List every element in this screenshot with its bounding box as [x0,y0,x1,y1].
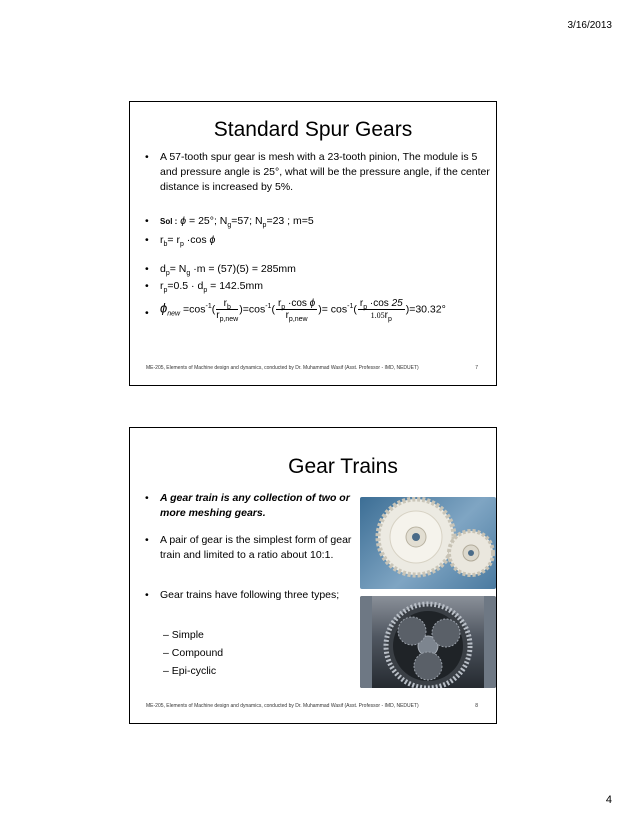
slide-number: 8 [475,703,478,709]
slide-number: 7 [475,365,478,371]
list-item-simple: – Simple [163,629,204,641]
epicyclic-gear-photo [360,596,496,688]
slide-title: Standard Spur Gears [213,118,413,141]
date-label: 3/16/2013 [567,20,612,31]
slide-footer: ME-205, Elements of Machine design and dynamics, conducted by Dr. Muhammad Wasif (Asst. Professor - IMD, NEDUET) 7 [146,365,478,371]
slide-title: Gear Trains [288,455,398,478]
slide-standard-spur-gears: Standard Spur Gears • A 57-tooth spur gear is mesh with a 23-tooth pinion, The module is 5 and pressure angle is 25°, what will be the pressure angle, if the center distance is increased by 5%. • Sol : ϕ = 25°; $N_g=57$; $N_p=23$ ; m=5 • $r_b= r_p \cdot\cos$ ϕ • $d_p= N_g \cdot m = (57)(5) = 285mm$ • $r_p=0.5 \cdot d_p = 142.5mm$ • $\phi_{new} =\cos^{-1}$( $\frac{r_b}{r_{p,new}}$ )$=\cos^{-1}$( $\frac{r_p \cdot\cos \phi}{r_{p,new}}$ )= $\cos^{-1}$( $\frac{r_p \cdot\cos 25}{1.05r_p}$ )=30.32° ME-205, Elements of Machine design and dynamics, conducted by Dr. Muhammad Wasif (Asst. Professor - IMD, NEDUET) 7 [129,101,497,386]
slide-gear-trains: Gear Trains • A gear train is any collection of two or more meshing gears. • A pair of gear is the simplest form of gear train and limited to a ratio about 10:1. • Gear trains have following three types; – Simple – Compound – Epi-cyclic ME-205, Elements of Machine design and dynamics, conducted by Dr. Muhammad Wasif (Asst. Professor - IMD, NEDUET) 8 [129,427,497,724]
fraction-3: $\frac{r_p \cdot\cos 25}{1.05r_p}$ [359,298,403,323]
fraction-1: $\frac{r_b}{r_{p,new}}$ [216,298,239,323]
slide-footer: ME-205, Elements of Machine design and dynamics, conducted by Dr. Muhammad Wasif (Asst. Professor - IMD, NEDUET) 8 [146,703,478,709]
phi-symbol: ϕ [180,215,187,227]
bullet-text: A 57-tooth spur gear is mesh with a 23-tooth pinion, The module is 5 and pressure angle is 25°, what will be the pressure angle, if the center distance is increased by 5%. [160,151,490,193]
list-item-compound: – Compound [163,647,224,659]
page-number: 4 [605,794,612,806]
list-item-epicyclic: – Epi-cyclic [163,665,217,677]
spur-gears-photo [360,497,496,589]
sol-label: Sol : [160,217,178,226]
fraction-2: $\frac{r_p \cdot\cos \phi}{r_{p,new}}$ [277,298,316,323]
